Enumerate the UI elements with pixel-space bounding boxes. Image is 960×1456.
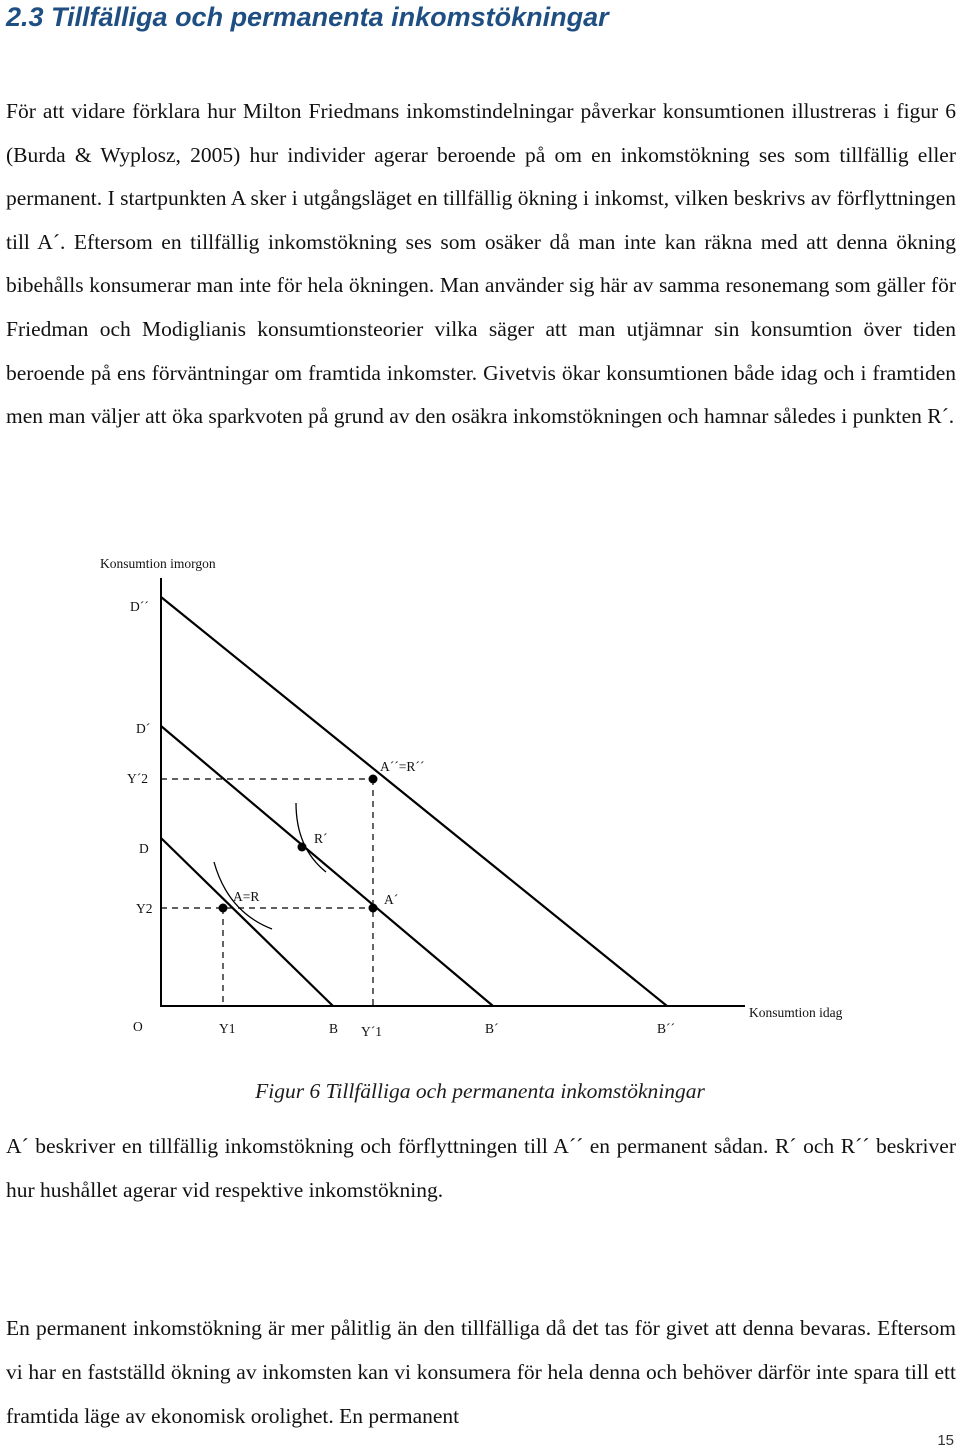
x-axis-label: Konsumtion idag [749, 1005, 843, 1020]
y-axis-label: Konsumtion imorgon [100, 556, 216, 571]
page-number: 15 [937, 1432, 954, 1449]
label-a-dd-eq-r-dd: A´´=R´´ [380, 759, 425, 774]
label-a-eq-r: A=R [233, 889, 260, 904]
x-tick-b-prime: B´ [485, 1021, 499, 1036]
y-tick-y2: Y2 [136, 901, 153, 916]
y-tick-d: D [139, 841, 149, 856]
budget-line-d-b [161, 838, 333, 1006]
x-tick-y1: Y1 [219, 1021, 236, 1036]
x-tick-y-prime-1: Y´1 [361, 1024, 382, 1039]
label-r-prime: R´ [314, 831, 328, 846]
budget-line-ddprime-bddprime [161, 597, 667, 1006]
point-r-prime [298, 843, 307, 852]
origin-label: O [133, 1019, 143, 1034]
point-a-eq-r [219, 904, 228, 913]
point-a-dd-eq-r-dd [369, 775, 378, 784]
body-paragraph-3: En permanent inkomstökning är mer pålitlig än den tillfälliga då det tas för givet att denna bevaras. Eftersom vi har en fastställd ökning av inkomsten kan vi konsumera för hela denna och behöver därför inte spara till ett framtida läge av ekonomisk orolighet. En permanent [6, 1316, 956, 1428]
section-heading: 2.3 Tillfälliga och permanenta inkomstökningar [6, 2, 609, 32]
point-a-prime [369, 904, 378, 913]
figure-6-diagram [0, 540, 960, 1060]
y-tick-d-double-prime: D´´ [130, 599, 149, 614]
y-tick-y-prime-2: Y´2 [127, 771, 148, 786]
figure-caption: Figur 6 Tillfälliga och permanenta inkomstökningar [255, 1079, 705, 1103]
body-paragraph-2: A´ beskriver en tillfällig inkomstökning och förflyttningen till A´´ en permanent sådan. R´ och R´´ beskriver hur hushållet agerar vid respektive inkomstökning. [6, 1134, 956, 1202]
x-tick-b-double-prime: B´´ [657, 1021, 675, 1036]
label-a-prime: A´ [384, 892, 399, 907]
body-paragraph-1: För att vidare förklara hur Milton Friedmans inkomstindelningar påverkar konsumtionen illustreras i figur 6 (Burda & Wyplosz, 2005) hur individer agerar beroende på om en inkomstökning ses som tillfällig eller permanent. I startpunkten A sker i utgångsläget en tillfällig ökning i inkomst, vilken beskrivs av förflyttningen till A´. Eftersom en tillfällig inkomstökning ses som osäker då man inte kan räkna med att denna ökning bibehålls konsumerar man inte för hela ökningen. Man använder sig här av samma resonemang som gäller för Friedman och Modiglianis konsumtionsteorier vilka säger att man utjämnar sin konsumtion över tiden beroende på ens förväntningar om framtida inkomster. Givetvis ökar konsumtionen både idag och i framtiden men man väljer att öka sparkvoten på grund av den osäkra inkomstökningen och hamnar således i punkten R´. [6, 99, 956, 429]
x-tick-b: B [329, 1021, 339, 1036]
budget-line-dprime-bprime [161, 726, 493, 1006]
y-tick-d-prime: D´ [136, 721, 151, 736]
